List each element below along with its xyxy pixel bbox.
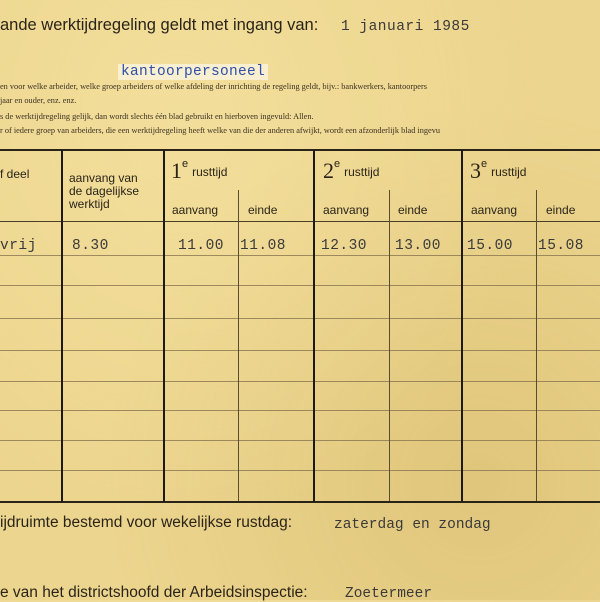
column-divider [313, 150, 315, 502]
row-rest1-start: 11.00 [178, 238, 225, 254]
rest-label-2: rusttijd [344, 165, 380, 179]
header-start-line3: werktijd [69, 197, 110, 211]
employee-category-value: kantoorpersoneel [118, 64, 268, 80]
header-rest3-end: einde [546, 203, 576, 217]
header-rest3-start: aanvang [471, 203, 518, 217]
table-top-border [0, 149, 600, 151]
header-rest2-start: aanvang [323, 203, 370, 217]
header-rest-3 [470, 160, 526, 182]
table-row-line [0, 470, 600, 471]
weekly-rest-value: zaterdag en zondag [334, 517, 491, 533]
table-row-line [0, 350, 600, 351]
instruction-note-2: jaar en ouder, enz. enz. [0, 96, 77, 105]
row-rest3-start: 15.00 [467, 238, 514, 254]
rest-ordinal-3: e [481, 158, 488, 170]
rest-label-3: rusttijd [491, 165, 527, 179]
row-rest2-end: 13.00 [395, 238, 442, 254]
header-rest1-start: aanvang [172, 203, 219, 217]
weekly-rest-label: ijdruimte bestemd voor wekelijkse rustdag: [0, 514, 293, 531]
column-divider [461, 150, 463, 502]
district-label: e van het districtshoofd der Arbeidsinspectie: [0, 584, 308, 601]
rest-ordinal-2: e [334, 158, 341, 170]
table-header-divider [0, 221, 600, 222]
row-rest3-end: 15.08 [538, 238, 585, 254]
instruction-note-4: r of iedere groep van arbeiders, die een werktijdregeling heeft welke van die der anderen afwijkt, wordt een afzonderlijk blad ingevu [0, 126, 441, 135]
form-title: ande werktijdregeling geldt met ingang van: [0, 16, 319, 34]
rest-number-2: 2 [323, 158, 334, 183]
subcolumn-divider [389, 190, 390, 501]
rest-number-3: 3 [470, 158, 481, 183]
row-rest1-end: 11.08 [240, 238, 287, 254]
header-deel: f deel [0, 167, 30, 181]
row-start-time: 8.30 [72, 238, 109, 254]
subcolumn-divider [238, 190, 239, 501]
column-divider [163, 150, 165, 502]
subcolumn-divider [536, 190, 537, 501]
column-divider [61, 150, 63, 502]
table-row-line [0, 255, 600, 256]
header-rest1-end: einde [248, 203, 278, 217]
table-bottom-border [0, 501, 600, 503]
header-rest-2 [323, 160, 379, 182]
table-row-line [0, 381, 600, 382]
header-rest2-end: einde [398, 203, 428, 217]
rest-ordinal-1: e [182, 158, 189, 170]
district-value: Zoetermeer [345, 586, 433, 602]
header-start-line2: de dagelijkse [69, 184, 140, 198]
row-rest2-start: 12.30 [321, 238, 368, 254]
header-start-line1: aanvang van [69, 171, 138, 185]
row-deel: vrij [0, 238, 37, 254]
start-date-value: 1 januari 1985 [341, 19, 470, 35]
instruction-note-1: en voor welke arbeider, welke groep arbeiders of welke afdeling der inrichting de regeling geldt, bijv.: bankwerkers, kantoorpers [0, 82, 427, 91]
instruction-note-3: s de werktijdregeling gelijk, dan wordt slechts één blad gebruikt en hierboven ingevuld: Allen. [0, 112, 314, 121]
table-row-line [0, 318, 600, 319]
table-row-line [0, 440, 600, 441]
rest-label-1: rusttijd [192, 165, 228, 179]
rest-number-1: 1 [171, 158, 182, 183]
table-row-line [0, 410, 600, 411]
table-row-line [0, 285, 600, 286]
header-rest-1 [171, 160, 227, 182]
